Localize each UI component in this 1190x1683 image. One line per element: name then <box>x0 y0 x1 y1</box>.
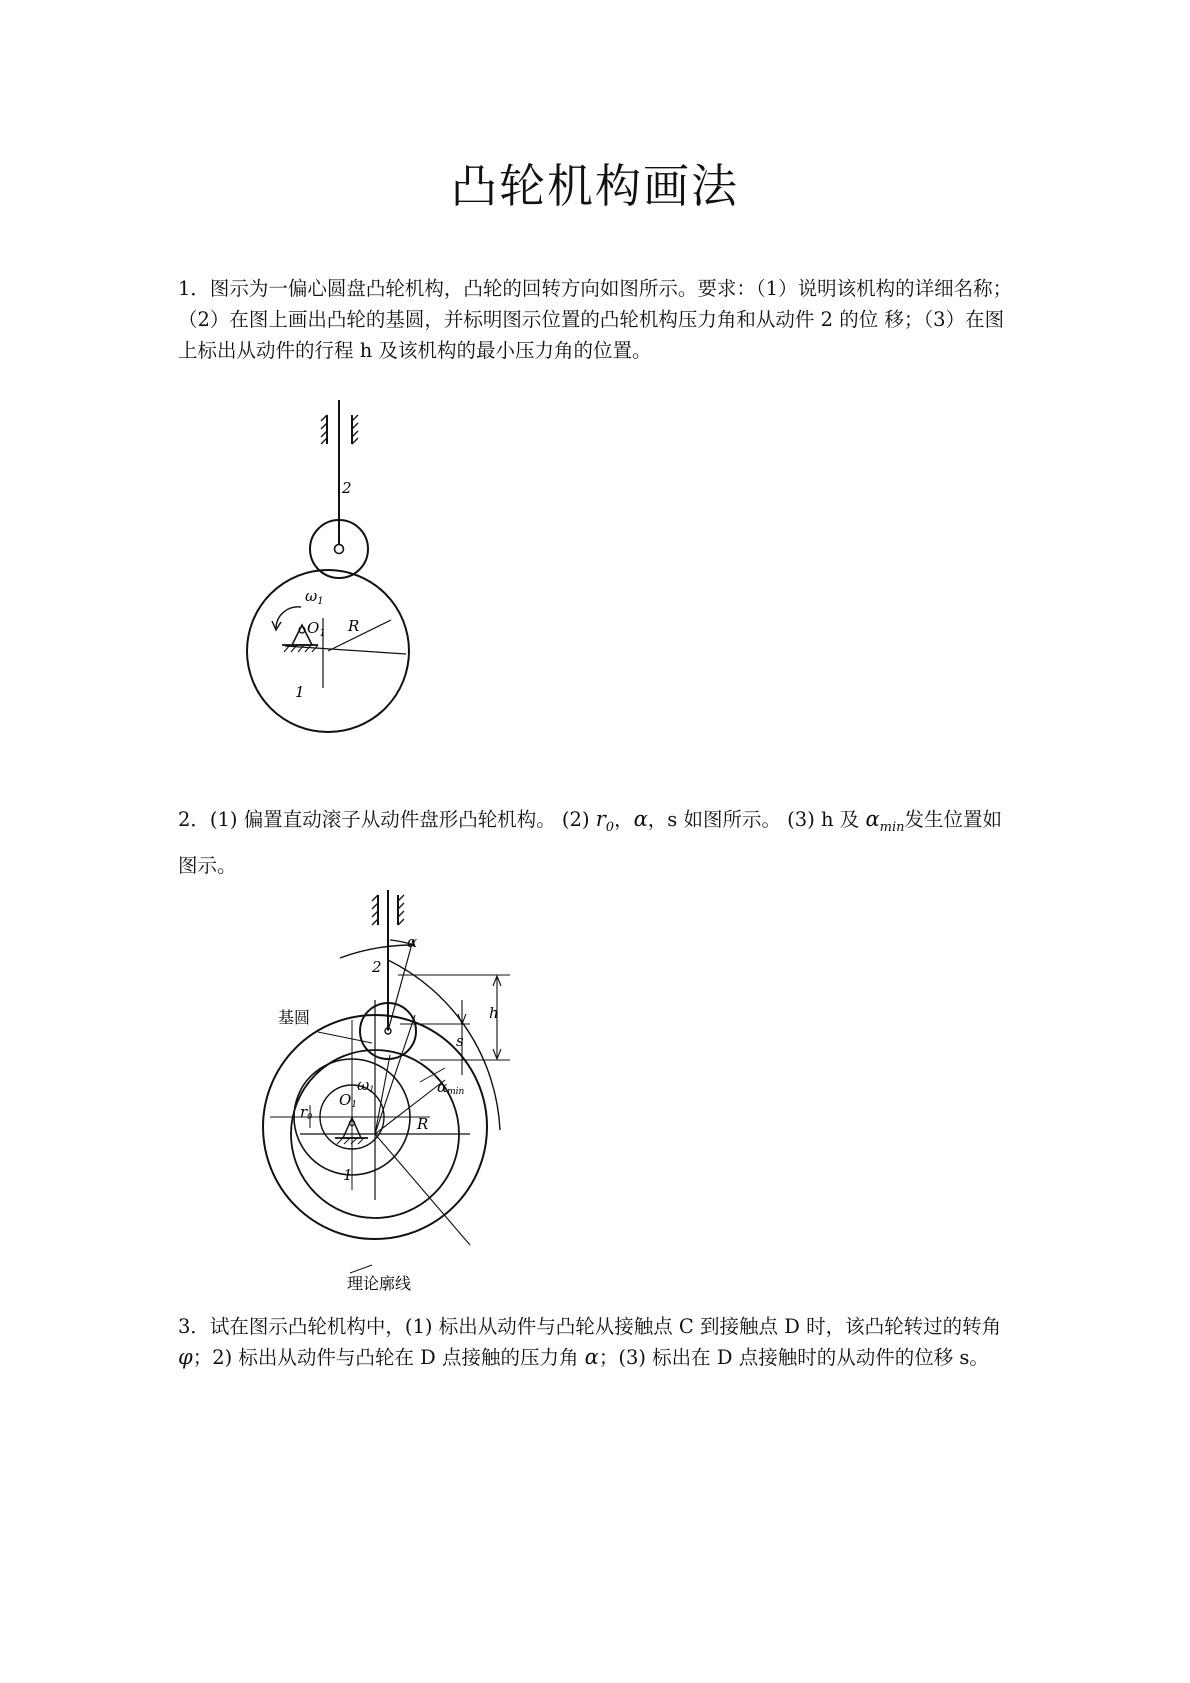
fig1-follower-label: 2 <box>342 479 352 497</box>
q3-phi-symbol: φ <box>178 1345 193 1369</box>
fig2-amin-label: α <box>437 1078 448 1096</box>
fig2-s-label: s <box>456 1032 464 1050</box>
svg-text:ω1 <box>357 1076 374 1094</box>
q2-r0-symbol: $r_0$ <box>595 807 615 836</box>
q3-part3: ；(3) 标出在 D 点接触时的从动件的位移 s。 <box>598 1346 989 1369</box>
fig2-center-label: O <box>339 1091 352 1109</box>
fig2-r0-sub: 0 <box>307 1112 313 1121</box>
svg-text:O1 <box>307 619 326 639</box>
fig2-omega-sub: 1 <box>369 1085 375 1094</box>
q2-part2: ，s 如图所示。 (3) h 及 <box>647 808 866 831</box>
q3-part1: 3．试在图示凸轮机构中，(1) 标出从动件与凸轮从接触点 C 到接触点 D 时，该凸轮转过的转角 <box>178 1315 1002 1338</box>
question-3-text <box>178 1311 1016 1373</box>
fig2-radius-label: R <box>417 1115 429 1133</box>
svg-text:ω1 <box>305 587 324 607</box>
fig1-omega-label: ω <box>305 587 318 605</box>
fig2-follower-label: 2 <box>372 958 382 976</box>
fig2-r0-label: r <box>300 1103 308 1121</box>
fig2-omega-label: ω <box>357 1076 370 1094</box>
fig1-center-sub: 1 <box>319 628 326 639</box>
q3-alpha-symbol: α <box>584 1345 599 1369</box>
page-title: 凸轮机构画法 <box>451 159 739 213</box>
q2-part3: 发生位置如图示。 <box>178 808 1003 878</box>
fig1-cam-label: 1 <box>295 683 305 701</box>
svg-text:r0 <box>300 1103 312 1121</box>
fig2-alpha-label: α <box>407 933 418 951</box>
q2-alpha-symbol: α <box>633 807 648 831</box>
fig1-center-label: O <box>307 619 320 637</box>
q2-part1: 2．(1) 偏置直动滚子从动件盘形凸轮机构。 (2) <box>178 808 596 831</box>
q3-part2: ；2) 标出从动件与凸轮在 D 点接触的压力角 <box>192 1346 585 1369</box>
q2-separator: ， <box>614 808 634 831</box>
question-1-text: 1．图示为一偏心圆盘凸轮机构，凸轮的回转方向如图所示。要求：（1）说明该机构的详细名称；（2）在图上画出凸轮的基圆，并标明图示位置的凸轮机构压力角和从动件 2 的位 移；（3）在图上标出从动件的行程 h 及该机构的最小压力角的位置。 <box>178 277 1013 362</box>
fig2-theory-profile-label: 理论廓线 <box>347 1274 412 1293</box>
svg-text:αmin <box>437 1078 465 1097</box>
fig2-h-label: h <box>489 1004 499 1022</box>
fig1-omega-sub: 1 <box>317 596 324 607</box>
svg-text:O1 <box>339 1091 357 1110</box>
fig2-base-circle-label: 基圆 <box>278 1008 311 1027</box>
fig2-cam-label: 1 <box>343 1166 353 1184</box>
question-2-text <box>178 800 1016 885</box>
fig2-amin-sub: min <box>447 1087 465 1097</box>
fig1-radius-label: R <box>348 617 360 635</box>
fig2-center-sub: 1 <box>351 1100 358 1110</box>
q2-alpha-min-symbol: $\alpha_{min}$ <box>865 807 905 836</box>
